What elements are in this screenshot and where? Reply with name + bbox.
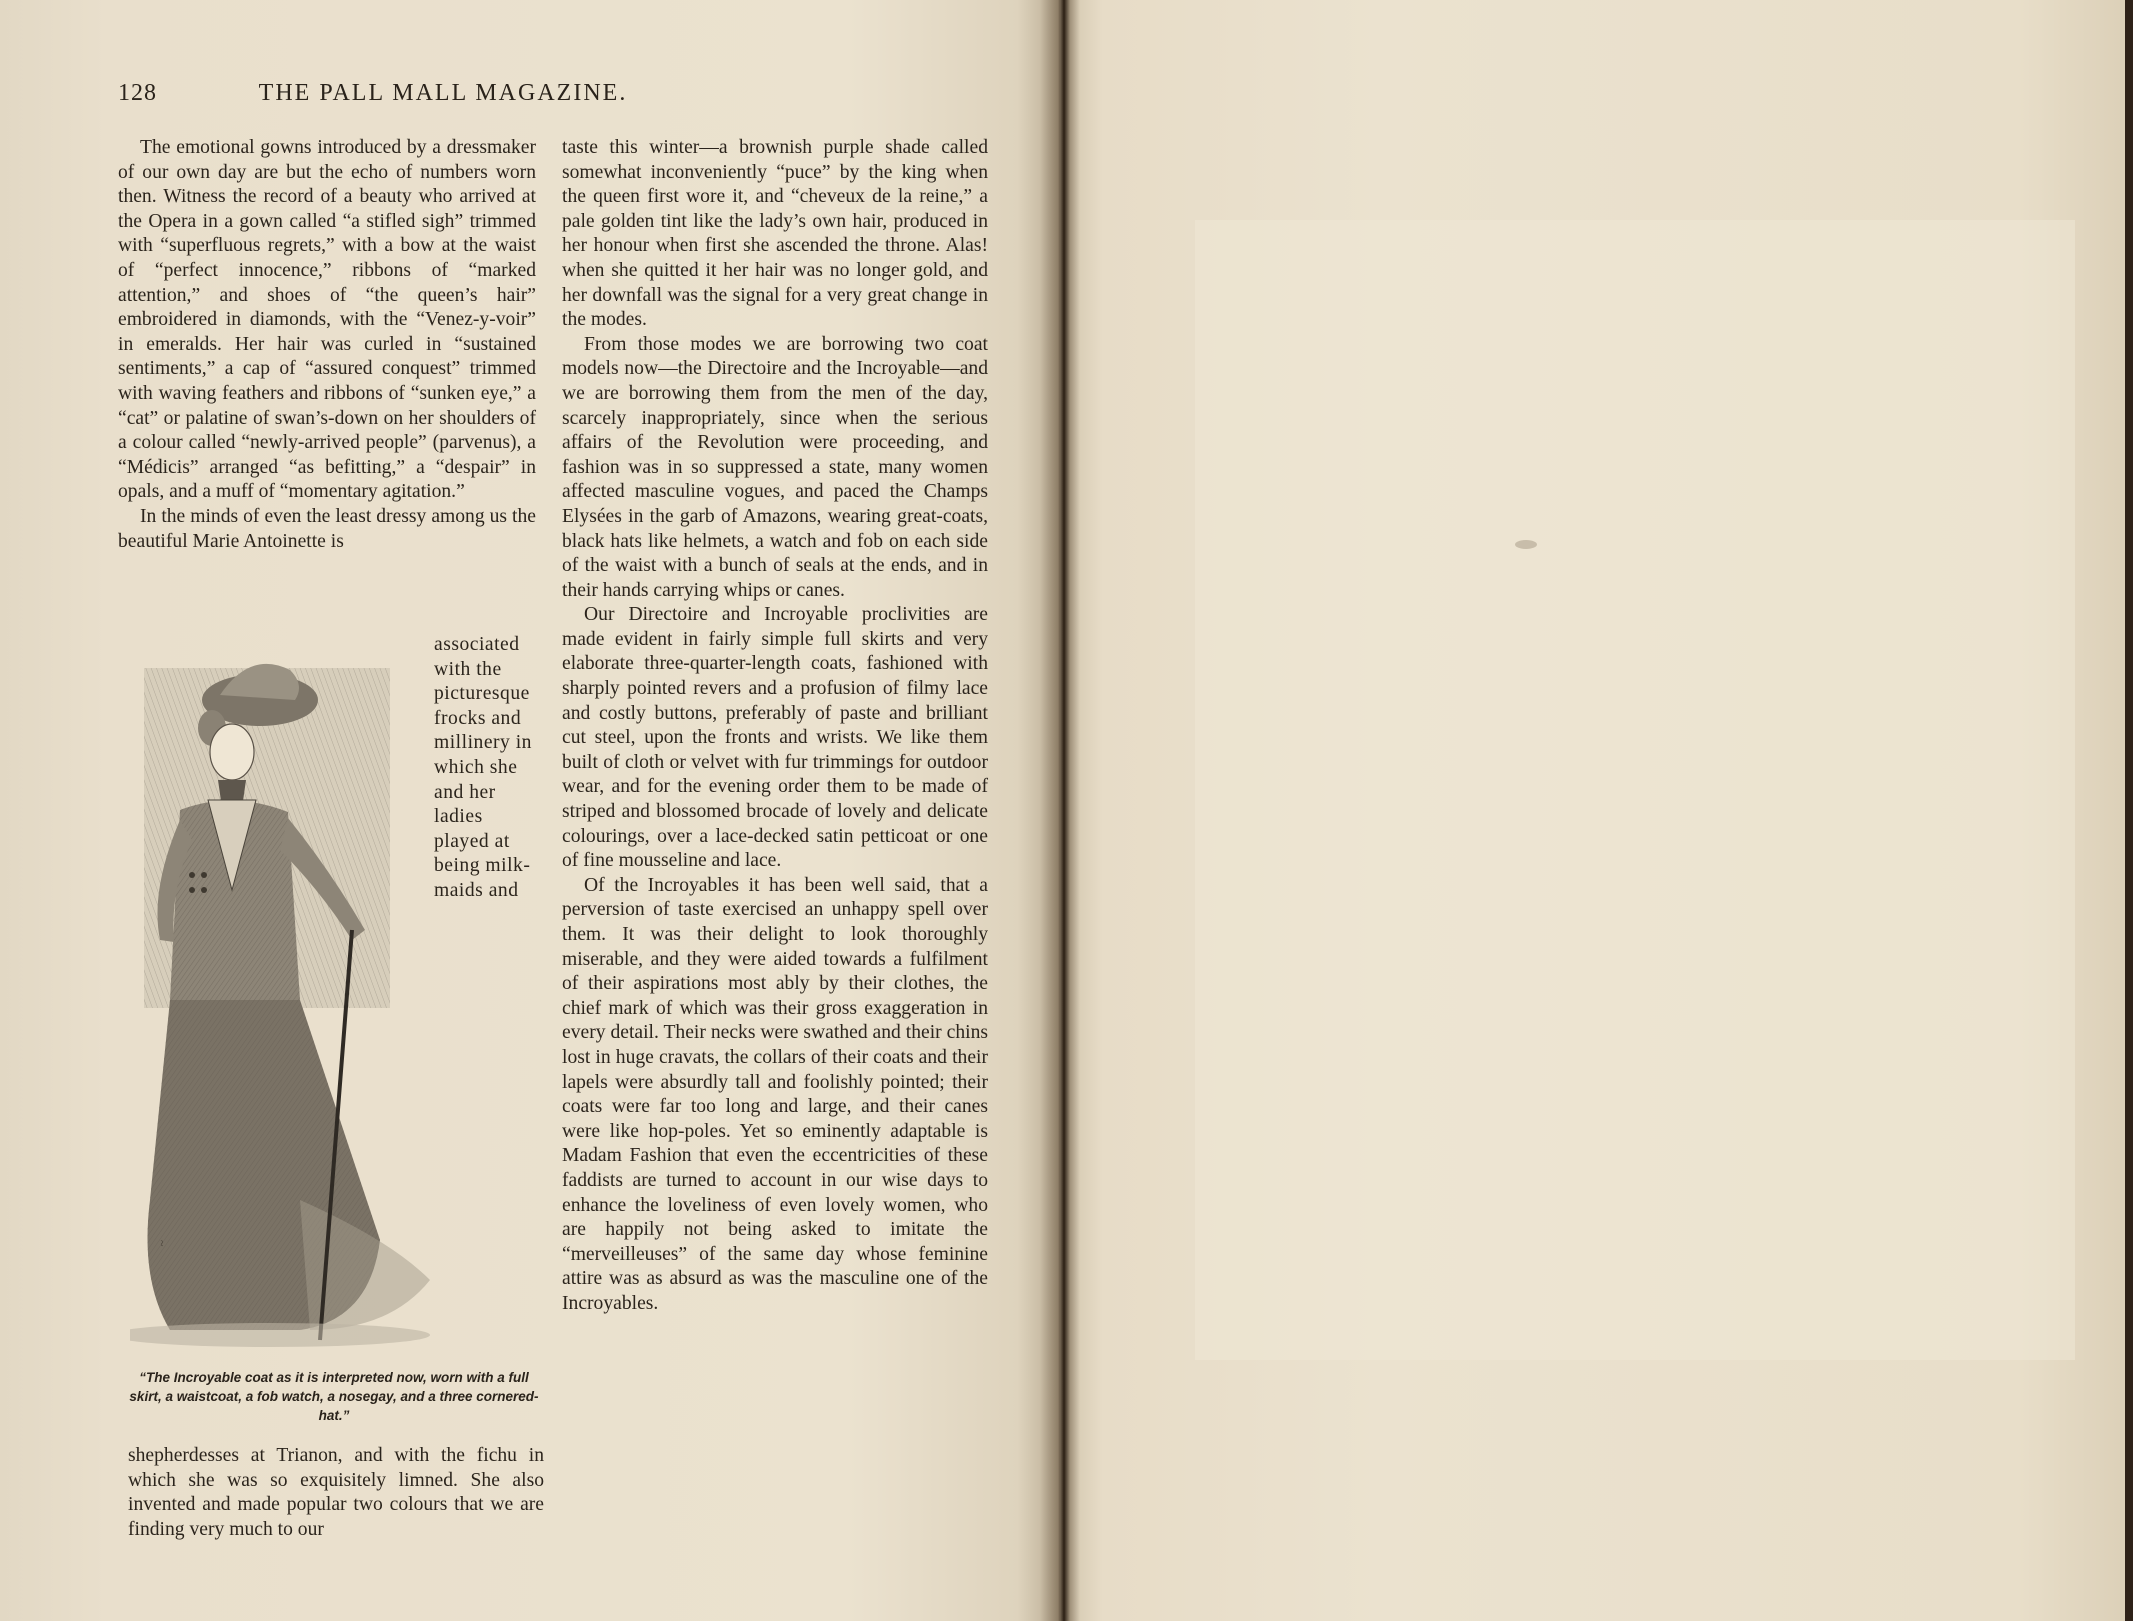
left-page — [0, 0, 1060, 1621]
paragraph: In the minds of even the least dressy among us the beautiful Marie Antoinette is — [118, 505, 536, 552]
paragraph: From those modes we are borrowing two coat models now—the Directoire and the Incroyable—and we are borrowing them from the men of the day, scarcely inappropriately, since when the serious affairs of the Revolution were proceeding, and fashion was in so suppressed a state, many women affected masculine vogues, and paced the Champs Elysées in the garb of Amazons, wearing great-coats, black hats like helmets, a watch and fob on each side of the waist with a bunch of seals at the ends, and in their hands carrying whips or canes. — [562, 333, 988, 601]
page-number: 128 — [118, 80, 157, 106]
svg-text:~: ~ — [155, 1240, 169, 1247]
blank-plate-area — [1195, 220, 2075, 1360]
right-column — [562, 136, 988, 1317]
left-column-top — [118, 136, 536, 554]
left-column-beside-figure: associated with the picturesque frocks and millinery in which she and her ladies played at being milk-maids and — [434, 634, 532, 901]
paper-blemish — [1515, 540, 1537, 549]
fashion-illustration — [130, 640, 550, 1360]
page-header — [118, 80, 738, 114]
paragraph: The emotional gowns introduced by a dressmaker of our own day are but the echo of numbers worn then. Witness the record of a beauty who arrived at the Opera in a gown called “a stifled sigh” trimmed with “superfluous regrets,” with a bow at the waist of “perfect innocence,” ribbons of “marked attention,” and shoes of “the queen’s hair” embroidered in diamonds, with the “Venez-y-voir” in emeralds. Her hair was curled in “sustained sentiments,” a cap of “assured conquest” trimmed with waving feathers and ribbons of “sunken eye,” a “cat” or palatine of swan’s-down on her shoulders of a colour called “newly-arrived people” (parvenus), a “Médicis” arranged “as befitting,” a “despair” in opals, and a muff of “momentary agitation.” — [118, 137, 536, 503]
paragraph: taste this winter—a brownish purple shade called somewhat inconveniently “puce” by the king when the queen first wore it, and “cheveux de la reine,” a pale golden tint like the lady’s own hair, produced in her honour when first she ascended the throne. Alas! when she quitted it her hair was no longer gold, and her downfall was the signal for a very great change in the modes. — [562, 137, 988, 331]
left-column-bottom — [128, 1444, 544, 1542]
paragraph: shepherdesses at Trianon, and with the fichu in which she was so exquisitely limned. She also invented and made popular two colours that we are finding very much to our — [128, 1445, 544, 1540]
running-title: THE PALL MALL MAGAZINE. — [258, 80, 628, 106]
figure-caption: “The Incroyable coat as it is interpreted now, worn with a full skirt, a waistcoat, a fob watch, a nosegay, and a three cornered-hat.” — [129, 1370, 539, 1423]
book-gutter — [1040, 0, 1080, 1621]
paragraph: Our Directoire and Incroyable proclivities are made evident in fairly simple full skirts and very elaborate three-quarter-length coats, fashioned with sharply pointed revers and a profusion of filmy lace and costly buttons, preferably of paste and brilliant cut steel, upon the fronts and wrists. We like them built of cloth or velvet with fur trimmings for outdoor wear, and for the evening order them to be made of striped and blossomed brocade of lovely and delicate colourings, over a lace-decked satin petticoat or one of fine mousseline and lace. — [562, 604, 988, 872]
woman-incroyable-coat-image — [130, 640, 550, 1360]
paragraph: Of the Incroyables it has been well said, that a perversion of taste exercised an unhappy spell over them. It was their delight to look thoroughly miserable, and they were aided towards a fulfilment of their aspirations most ably by their clothes, the chief mark of which was their gross exaggeration in every detail. Their necks were swathed and their chins lost in huge cravats, the collars of their coats and their lapels were absurdly tall and foolishly pointed; their coats were far too long and large, and their canes were like hop-poles. Yet so eminently adaptable is Madam Fashion that even the eccentricities of these faddists are turned to account in our wise days to enhance the loveliness of even lovely women, who are happily not being asked to imitate the “merveilleuses” of the same day whose feminine attire was as absurd as was the masculine one of the Incroyables. — [562, 874, 988, 1314]
right-page-blank — [1060, 0, 2125, 1621]
